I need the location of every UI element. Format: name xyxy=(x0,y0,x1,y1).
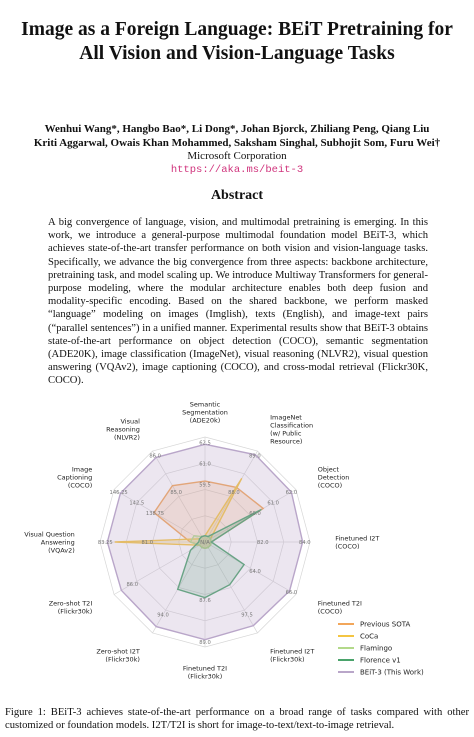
axis-label xyxy=(96,647,140,663)
axis-label-line: Image xyxy=(71,465,93,474)
tick-label: 59.5 xyxy=(199,482,211,489)
tick-label: 146.25 xyxy=(109,490,128,497)
tick-label: 94.0 xyxy=(157,612,169,619)
axis-label-line: Semantic xyxy=(189,400,221,409)
authors-line-1: Wenhui Wang*, Hangbo Bao*, Li Dong*, Johan Bjorck, Zhiliang Peng, Qiang Liu xyxy=(44,123,430,135)
axis-label-line: Reasoning xyxy=(106,425,140,434)
legend-label: BEiT-3 (This Work) xyxy=(360,668,424,677)
tick-label: 142.5 xyxy=(129,500,145,507)
author-name: Kriti Aggarwal xyxy=(33,137,106,149)
author-name: Furu Wei† xyxy=(389,137,441,149)
axis-label xyxy=(57,465,92,489)
tick-label: 83.25 xyxy=(97,540,113,546)
abstract-body xyxy=(48,216,428,388)
title-line-2: All Vision and Vision-Language Tasks xyxy=(79,43,395,64)
axis-label-line: (COCO) xyxy=(335,542,360,551)
author-name: Hangbo Bao* xyxy=(122,123,187,135)
author-name: Owais Khan Mohammed xyxy=(110,137,229,149)
author-name: Saksham Singhal xyxy=(234,137,316,149)
tick-label: 89.0 xyxy=(199,639,211,646)
axis-label-line: Finetuned T2I xyxy=(317,599,362,608)
axis-label xyxy=(270,414,313,446)
tick-label: 82.0 xyxy=(256,540,269,546)
axis-label xyxy=(183,665,227,681)
tick-label: 60.0 xyxy=(249,511,261,518)
author-name: Subhojit Som xyxy=(320,137,385,149)
legend-label: Flamingo xyxy=(360,644,393,653)
axis-label-line: Finetuned T2I xyxy=(182,664,228,673)
axis-label-line: (Flickr30k) xyxy=(187,672,223,681)
axis-label-line: Visual Question xyxy=(24,530,75,539)
tick-label: 97.5 xyxy=(241,612,253,619)
author-name: Wenhui Wang* xyxy=(44,123,117,135)
abstract-heading: Abstract xyxy=(210,188,264,203)
axis-label-line: Detection xyxy=(317,473,350,482)
tick-label: 86.0 xyxy=(149,453,161,460)
tick-label: 85.0 xyxy=(170,489,182,496)
author-name: Johan Bjorck xyxy=(240,123,305,135)
legend-label: CoCa xyxy=(360,632,379,641)
axis-label-line: Visual xyxy=(120,417,140,426)
axis-label-line: Zero-shot I2T xyxy=(96,647,140,656)
affiliation: Microsoft Corporation xyxy=(187,150,287,162)
axis-label-line: (Flickr30k) xyxy=(105,655,140,664)
axis-label-line: Answering xyxy=(40,538,75,547)
axis-label xyxy=(270,647,314,663)
title-line-1: Image as a Foreign Language: BEiT Pretraining for xyxy=(21,19,453,40)
axis-label-line: ImageNet xyxy=(270,413,302,422)
tick-label: 64.0 xyxy=(249,568,261,575)
tick-label: 66.0 xyxy=(285,589,298,596)
axis-label-line: Captioning xyxy=(57,473,93,482)
tick-label: 87.6 xyxy=(199,597,211,604)
axis-label-line: Finetuned I2T xyxy=(335,534,380,543)
axis-label-line: (VQAv2) xyxy=(48,546,75,555)
axis-label-line: Classification xyxy=(270,421,314,430)
axis-label xyxy=(49,600,93,616)
tick-label: 86.0 xyxy=(126,582,139,588)
tick-label: 81.0 xyxy=(141,540,154,546)
figure-caption: Figure 1: BEiT-3 achieves state-of-the-art performance on a broad range of tasks compared with other customized or foundation models. I2T/T2I is short for image-to-text/text-to-image retrieval. xyxy=(5,707,469,731)
tick-label: 138.75 xyxy=(145,511,165,518)
paper-title xyxy=(0,18,474,66)
axis-label-line: Finetuned I2T xyxy=(270,647,315,656)
axis-label xyxy=(106,418,140,442)
axis-label-line: Object xyxy=(317,465,339,474)
axis-label-line: (w/ Public xyxy=(270,429,302,438)
author-name: Qiang Liu xyxy=(381,123,430,135)
author-list xyxy=(0,122,474,150)
axis-label-line: (NLVR2) xyxy=(113,433,140,442)
axis-label xyxy=(24,531,75,555)
axis-label xyxy=(318,465,350,489)
axis-label xyxy=(182,400,228,424)
radar-figure xyxy=(0,392,474,692)
axis-label-line: Resource) xyxy=(270,437,303,446)
legend-label: Previous SOTA xyxy=(360,620,411,629)
axis-label-line: (COCO) xyxy=(317,481,343,490)
tick-label: 84.0 xyxy=(298,540,311,546)
tick-label: 62.0 xyxy=(285,490,298,497)
radar-chart xyxy=(0,392,474,692)
tick-label: 61.0 xyxy=(267,500,279,507)
author-name: Li Dong* xyxy=(191,123,236,135)
axis-label-line: (COCO) xyxy=(67,481,93,490)
project-link[interactable]: https://aka.ms/beit-3 xyxy=(170,164,304,176)
tick-label: 62.5 xyxy=(199,440,211,447)
tick-label: 61.0 xyxy=(199,461,211,468)
axis-label-line: (Flickr30k) xyxy=(270,655,305,664)
axis-label-line: Segmentation xyxy=(182,408,228,417)
center-label: N/A xyxy=(200,540,210,546)
axis-label-line: (Flickr30k) xyxy=(57,607,93,616)
axis-label-line: Zero-shot T2I xyxy=(48,599,93,608)
axis-label-line: (ADE20k) xyxy=(189,416,221,425)
axis-label xyxy=(318,600,362,616)
tick-label: 89.0 xyxy=(249,453,261,460)
axis-label xyxy=(335,535,379,551)
author-name: Zhiliang Peng xyxy=(310,123,376,135)
legend-label: Florence v1 xyxy=(360,656,401,665)
tick-label: 88.0 xyxy=(228,489,240,496)
axis-label-line: (COCO) xyxy=(317,607,343,616)
abstract-text: A big convergence of language, vision, and multimodal pretraining is emerging. In this work, we introduce a general-purpose multimodal foundation model BEiT-3, which achieves state-of-the-art transfer performance on both vision and vision-language tasks. Specifically, we advance the big convergence from three aspects: backbone architecture, pretraining task, and model scaling up. We introduce Multiway Transformers for general-purpose modeling, where the modular architecture enables both deep fusion and modality-specific encoding. Based on the shared backbone, we perform masked “language” modeling on images (Imglish), texts (English), and image-text pairs (“parallel sentences”) in a unified manner. Experimental results show that BEiT-3 obtains state-of-the-art performance on object detection (COCO), semantic segmentation (ADE20K), image classification (ImageNet), visual reasoning (NLVR2), visual question answering (VQAv2), image captioning (COCO), and cross-modal retrieval (Flickr30K, COCO). xyxy=(48,217,428,387)
authors-line-2: Kriti Aggarwal, Owais Khan Mohammed, Saksham Singhal, Subhojit Som, Furu Wei† xyxy=(33,137,441,149)
